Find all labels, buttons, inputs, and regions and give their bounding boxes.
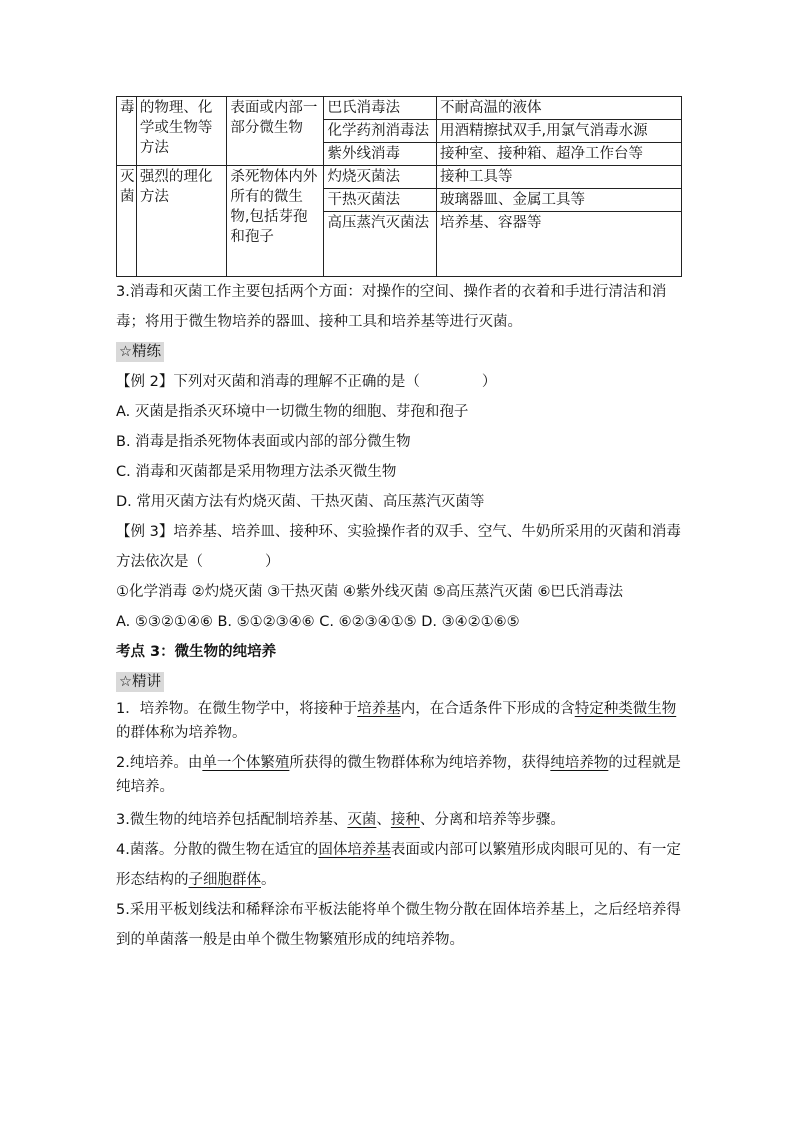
example-3-stem bbox=[116, 517, 682, 577]
lecture-tag: ☆精讲 bbox=[116, 672, 164, 692]
table-cell: 表面或内部一部分微生物 bbox=[227, 97, 324, 166]
table-cell: 不耐高温的液体 bbox=[437, 97, 682, 120]
text-run: 、 bbox=[376, 812, 391, 828]
table-row bbox=[117, 166, 682, 189]
table-cell: 高压蒸汽灭菌法 bbox=[324, 212, 437, 277]
table-cell: 紫外线消毒 bbox=[324, 143, 437, 166]
example-3-choices: A. ⑤③②①④⑥ B. ⑤①②③④⑥ C. ⑥②③④①⑤ D. ③④②①⑥⑤ bbox=[116, 614, 520, 630]
table-row bbox=[117, 97, 682, 120]
table-cell: 灼烧灭菌法 bbox=[324, 166, 437, 189]
sterilization-table bbox=[116, 96, 682, 277]
table-cell: 玻璃器皿、金属工具等 bbox=[437, 189, 682, 212]
option-a: A. 灭菌是指杀灭环境中一切微生物的细胞、芽孢和孢子 bbox=[116, 404, 469, 420]
text-run: 、分离和培养等步骤。 bbox=[419, 812, 565, 828]
option-c: C. 消毒和灭菌都是采用物理方法杀灭微生物 bbox=[116, 464, 397, 480]
example-3-methods: ①化学消毒 ②灼烧灭菌 ③干热灭菌 ④紫外线灭菌 ⑤高压蒸汽灭菌 ⑥巴氏消毒法 bbox=[116, 584, 624, 600]
underlined-term: 单一个体繁殖 bbox=[202, 755, 290, 771]
point-3-text: 3.消毒和灭菌工作主要包括两个方面：对操作的空间、操作者的衣着和手进行清洁和消毒；将用于微生物培养的器皿、接种工具和培养基等进行灭菌。 bbox=[116, 284, 667, 330]
item-2 bbox=[116, 751, 682, 799]
underlined-term: 子细胞群体 bbox=[188, 872, 261, 888]
option-d: D. 常用灭菌方法有灼烧灭菌、干热灭菌、高压蒸汽灭菌等 bbox=[116, 494, 485, 510]
option-b: B. 消毒是指杀死物体表面或内部的部分微生物 bbox=[116, 434, 411, 450]
table-cell: 巴氏消毒法 bbox=[324, 97, 437, 120]
example-2-stem-text: 【例 2】下列对灭菌和消毒的理解不正确的是（ bbox=[116, 374, 420, 390]
text-run: 3.微生物的纯培养包括配制培养基、 bbox=[116, 812, 348, 828]
underlined-term: 纯培养物 bbox=[550, 755, 609, 771]
example-3-stem-end: ） bbox=[265, 554, 280, 570]
text-run: 1．培养物。在微生物学中，将接种于 bbox=[116, 701, 358, 717]
underlined-term: 固体培养基 bbox=[318, 842, 391, 858]
underlined-term: 灭菌 bbox=[347, 812, 377, 828]
table-cell: 用酒精擦拭双手,用氯气消毒水源 bbox=[437, 120, 682, 143]
text-run: 4.菌落。分散的微生物在适宜的 bbox=[116, 842, 319, 858]
practice-tag: ☆精练 bbox=[116, 342, 164, 362]
text-run: 表面或内部可以繁殖形成肉眼可见的、有一定形态结构的 bbox=[116, 842, 681, 888]
item-4 bbox=[116, 835, 682, 895]
text-run: 2.纯培养。由 bbox=[116, 755, 203, 771]
text-run: 。 bbox=[261, 872, 276, 888]
section-3-title: 考点 3：微生物的纯培养 bbox=[116, 644, 277, 660]
underlined-term: 特定种类微生物 bbox=[574, 701, 677, 717]
item-3 bbox=[116, 805, 682, 835]
table-cell: 干热灭菌法 bbox=[324, 189, 437, 212]
text-run: 所获得的微生物群体称为纯培养物，获得 bbox=[289, 755, 551, 771]
item-1 bbox=[116, 697, 682, 745]
text-run: 内，在合适条件下形成的含 bbox=[400, 701, 575, 717]
example-3-stem-text: 【例 3】培养基、培养皿、接种环、实验操作者的双手、空气、牛奶所采用的灭菌和消毒方法依次是（ bbox=[116, 524, 681, 570]
table-cell: 接种工具等 bbox=[437, 166, 682, 189]
underlined-term: 培养基 bbox=[357, 701, 401, 717]
table-cell: 毒 bbox=[117, 97, 137, 166]
example-2-stem-end: ） bbox=[481, 374, 497, 390]
table-cell: 灭菌 bbox=[117, 166, 137, 277]
table-cell: 的物理、化学或生物等方法 bbox=[136, 97, 226, 166]
item-5: 5.采用平板划线法和稀释涂布平板法能将单个微生物分散在固体培养基上，之后经培养得到的单菌落一般是由单个微生物繁殖形成的纯培养物。 bbox=[116, 902, 681, 948]
document-page bbox=[116, 96, 682, 955]
text-run: 的群体称为培养物。 bbox=[116, 725, 247, 741]
underlined-term: 接种 bbox=[390, 812, 420, 828]
table-cell: 杀死物体内外所有的微生物,包括芽孢和孢子 bbox=[227, 166, 324, 277]
table-cell: 培养基、容器等 bbox=[437, 212, 682, 277]
table-cell: 接种室、接种箱、超净工作台等 bbox=[437, 143, 682, 166]
example-2-stem bbox=[116, 367, 682, 397]
table-cell: 强烈的理化方法 bbox=[136, 166, 226, 277]
text-run: 的过程就是纯培养。 bbox=[116, 755, 681, 795]
table-cell: 化学药剂消毒法 bbox=[324, 120, 437, 143]
